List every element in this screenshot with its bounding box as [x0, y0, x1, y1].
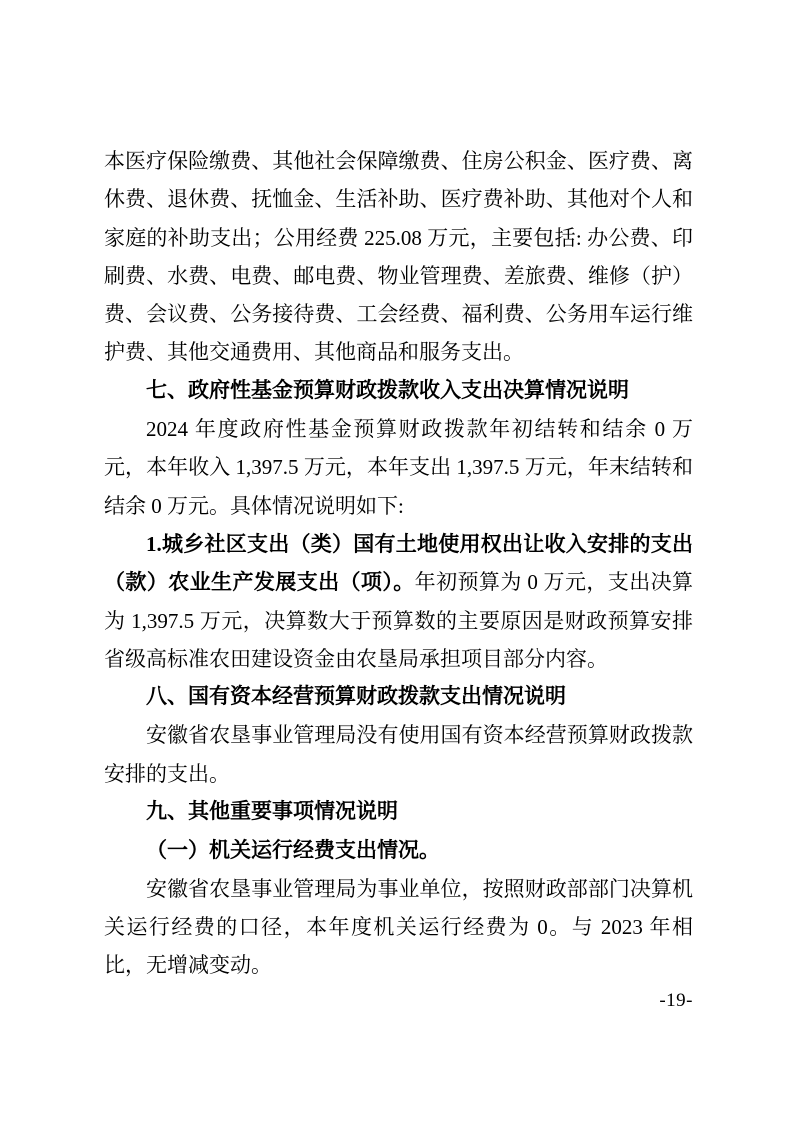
page-number: -19- [659, 990, 693, 1011]
section-9-heading: 九、其他重要事项情况说明 [146, 800, 398, 824]
section-8-heading: 八、国有资本经营预算财政拨款支出情况说明 [146, 685, 566, 709]
section-9-sub-1-paragraph: 安徽省农垦事业管理局为事业单位，按照财政部部门决算机关运行经费的口径，本年度机关运行经费为 0。与 2023 年相比，无增减变动。 [104, 876, 693, 978]
paragraph-continuation: 本医疗保险缴费、其他社会保障缴费、住房公积金、医疗费、离休费、退休费、抚恤金、生活补助、医疗费补助、其他对个人和家庭的补助支出；公用经费 225.08 万元，主要包括: 办公费、印刷费、水费、电费、邮电费、物业管理费、差旅费、维修（护）费、会议费、公务接待费、工会经费、福利费、公务用车运行维护费、其他交通费用、其他商品和服务支出。 [104, 149, 693, 365]
document-body [104, 142, 693, 985]
section-8-paragraph: 安徽省农垦事业管理局没有使用国有资本经营预算财政拨款安排的支出。 [104, 723, 693, 786]
section-7-summary-paragraph: 2024 年度政府性基金预算财政拨款年初结转和结余 0 万元，本年收入 1,397.5 万元，本年支出 1,397.5 万元，年末结转和结余 0 万元。具体情况说明如下: [104, 417, 693, 518]
section-7-item-1-text: 年初预算为 0 万元，支出决算为 1,397.5 万元，决算数大于预算数的主要原因是财政预算安排省级高标准农田建设资金由农垦局承担项目部分内容。 [104, 570, 694, 671]
section-7-heading: 七、政府性基金预算财政拨款收入支出决算情况说明 [146, 378, 629, 402]
section-9-sub-1-heading: （一）机关运行经费支出情况。 [146, 838, 440, 863]
section-7-item-1-title: 1.城乡社区支出（类）国有土地使用权出让收入安排的支出（款）农业生产发展支出（项）。 [104, 531, 693, 595]
section-7-item-1-paragraph [104, 525, 693, 678]
